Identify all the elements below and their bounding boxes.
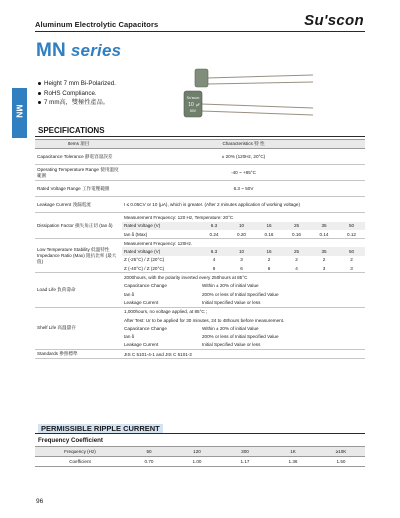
table-row [35,273,365,282]
cell: Capacitance Change [124,283,167,289]
capacitor-label-value: 10 [188,102,194,108]
column-header-items: Items 項目 [35,140,122,149]
row-value: -40 ~ +85°C [231,170,256,176]
cell: 25 [283,247,310,255]
row-label: Capacitance Tolerance 靜電容量誤差 [37,153,113,159]
cell: Coefficient [35,457,125,467]
cell: 10 [228,222,255,230]
series-word: series [70,41,122,60]
cell: 6 [267,265,271,271]
cell: 1.50 [317,457,365,467]
cell: 1.17 [221,457,269,467]
cell: tan δ [124,334,135,340]
cell: ≥10K [317,447,365,457]
capacitor-label-voltage: 50V [189,109,197,113]
capacitor-label-unit: μF [195,103,201,107]
cell: 2 [350,257,353,263]
row-label: Shelf Life 高溫儲存 [35,307,122,349]
column-header-characteristics: Characteristics 特 性 [122,140,365,149]
table-row [35,350,365,359]
row-value: I ≤ 0.05CV or 10 (μA), which is greater. (After 2 minutes application of working voltage) [124,202,300,208]
cell: 3 [350,265,353,271]
cell: 2 [322,257,326,263]
cell: 0.12 [347,231,356,237]
table-row [35,197,365,213]
table-row [35,307,365,316]
cell: 1.00 [173,457,221,467]
row-label: Operating Temperature Range 使用溫度範圍 [37,166,119,178]
cell: 200% or less of Initial Specified Value [202,291,279,297]
specifications-title: SPECIFICATIONS [38,126,105,135]
row-value: 6.3 ~ 50V [233,186,254,192]
cell: 35 [310,222,338,230]
table-row [35,165,365,181]
bullet-icon [38,92,41,95]
cell: 0.16 [292,231,301,237]
feature-item: Height 7 mm Bi-Polarized. [38,79,116,89]
feature-item: RoHS Compliance. [38,89,116,99]
cell: 2 [295,257,298,263]
cell: Frequency (Hz) [35,447,125,457]
cell: tan δ [124,291,135,297]
cell: 50 [338,247,365,255]
row-value: Measurement Frequency: 120Hz. [124,240,193,246]
cell: 4 [212,257,216,263]
row-value: JIS C 5101-4-1 and JIS C 5101-2 [124,351,192,357]
row-label: Low Temperature Stability 低溫特性 Impedance Ratio (Max) 阻抗比率 (最大值) [35,239,122,273]
cell: 0.70 [125,457,173,467]
ripple-current-title: PERMISSIBLE RIPPLE CURRENT [38,424,163,433]
cell: 8 [212,265,216,271]
bullet-icon [38,101,41,104]
side-tab-label: MN [14,104,25,118]
cell: 16 [255,247,283,255]
cell: Capacitance Change [124,325,167,331]
side-tab [12,88,27,138]
cell: 1K [269,447,317,457]
row-label: Standards 參照標準 [37,351,78,357]
ripple-table [35,446,365,467]
cell: Z (-40°C) / Z (20°C) [124,265,165,271]
row-label: Dissipation Factor 損失角正切 (tan δ) [35,213,122,239]
cell: Leakage Current [124,342,159,348]
row-label: Load Life 負荷壽命 [35,273,122,307]
cell: 6 [240,265,243,271]
cell: Initial Specified Value or less [202,342,261,348]
cell: 0.16 [264,231,274,237]
table-row [35,457,365,467]
cell: 0.24 [209,231,219,237]
cell: 3 [240,257,243,263]
row-label: Leakage Current 洩漏電流 [37,201,91,207]
cell: 4 [295,265,298,271]
cell: 200% or less of Initial Specified Value [202,334,279,340]
row-label: Rated Voltage Range 工作電壓範圍 [37,185,110,191]
row-value: 1,000hours, no voltage applied, at 85°C ; [124,309,208,315]
cell: Z (-25°C) / Z (20°C) [124,257,165,263]
cell: Rated Voltage (V) [122,247,200,255]
row-value: ± 20% (120Hz, 20°C) [221,154,266,160]
brand-logo: Su'scon [304,12,364,29]
cell: 300 [221,447,269,457]
cell: 25 [283,222,310,230]
cell: Rated Voltage (V) [122,222,200,230]
table-row [35,181,365,197]
cell: 16 [255,222,283,230]
capacitor-label-top: Su'scon [186,96,200,100]
series-code: MN [36,40,66,61]
cell: 0.14 [319,231,329,237]
cell: tan δ (Max) [124,231,148,237]
cell: 35 [310,247,338,255]
specifications-divider [35,136,365,137]
catalog-title: Aluminum Electrolytic Capacitors [35,20,159,29]
table-row [35,239,365,248]
cell: 6.3 [200,222,228,230]
row-value: 2000hours, with the polarity inverted every 250hours at 85°C [124,275,248,281]
cell: 0.20 [237,231,246,237]
ripple-divider [35,433,365,434]
cell: 120 [173,447,221,457]
cell: 2 [267,257,271,263]
cell: Within ± 20% of initial Value [202,325,259,331]
row-value: Measurement Frequency: 120 Hz, Temperature: 20°C [124,214,234,220]
cell: Initial Specified Value or less [202,299,261,305]
cell: 50 [125,447,173,457]
table-row [35,149,365,165]
cell: 3 [322,265,326,271]
capacitor-photo [180,64,315,132]
cell: 50 [338,222,365,230]
feature-list [38,79,116,108]
page-number: 96 [36,498,44,505]
cell: Leakage Current [124,299,159,305]
cell: Within ± 20% of initial Value [202,283,259,289]
cell: 6.3 [200,247,228,255]
feature-item: 7 mm高，雙極性產品。 [38,98,116,108]
row-value: After Test: Ur to be applied for 30 minutes, 24 to 48hours before measurement. [124,317,285,323]
table-header-row [35,447,365,457]
cell: 1.36 [269,457,317,467]
cell: 10 [228,247,255,255]
table-row [35,213,365,222]
table-header-row [35,140,365,149]
series-title [36,40,121,62]
header-divider [35,31,365,32]
frequency-coefficient-title: Frequency Coefficient [38,437,103,444]
specifications-table [35,139,365,359]
bullet-icon [38,82,41,85]
